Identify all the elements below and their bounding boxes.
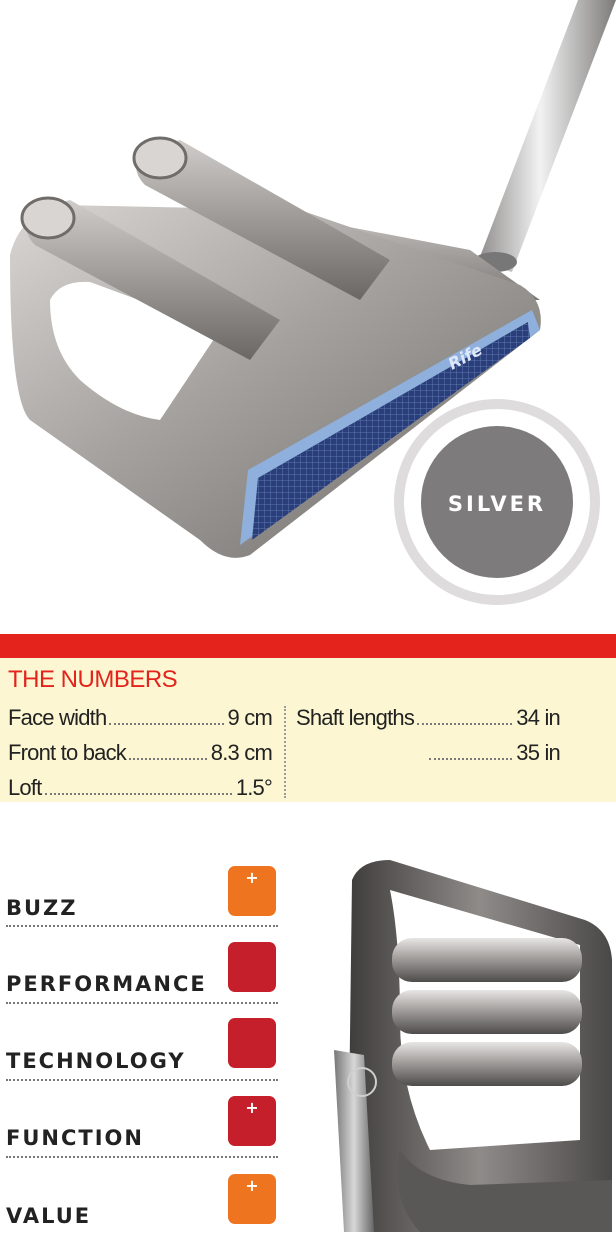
- leader-dots: [129, 758, 207, 760]
- rating-mark-performance: [228, 942, 276, 992]
- rating-label-buzz: BUZZ: [6, 896, 78, 920]
- spec-value: 34 in: [516, 705, 560, 730]
- spec-value: 9 cm: [227, 705, 272, 730]
- leader-dots: [45, 793, 232, 795]
- leader-dots: [429, 758, 512, 760]
- rating-label-function: FUNCTION: [6, 1126, 144, 1150]
- spec-shaft-lengths: [296, 705, 560, 731]
- rating-divider: [6, 1002, 278, 1004]
- spec-label: Front to back: [8, 740, 126, 765]
- spec-face-width: [8, 705, 272, 731]
- specs-title: THE NUMBERS: [8, 666, 178, 693]
- spec-label: Face width: [8, 705, 107, 730]
- putter-top-view-illustration: [330, 850, 616, 1232]
- column-divider: [284, 706, 286, 798]
- rating-divider: [6, 925, 278, 927]
- rating-label-value: VALUE: [6, 1204, 92, 1228]
- specs-panel: [0, 658, 616, 802]
- leader-dots: [109, 723, 223, 725]
- spec-value: 8.3 cm: [210, 740, 272, 765]
- putter-top-view-image: [330, 850, 616, 1232]
- spec-shaft-lengths-alt: [426, 740, 560, 766]
- rating-mark-technology: [228, 1018, 276, 1068]
- badge-label: SILVER: [447, 492, 547, 516]
- rating-mark-value: +: [228, 1174, 276, 1224]
- spec-loft: [8, 775, 272, 801]
- spec-value: 35 in: [516, 740, 560, 765]
- spec-front-to-back: [8, 740, 272, 766]
- leader-dots: [417, 723, 512, 725]
- section-divider-bar: [0, 634, 616, 658]
- rating-label-performance: PERFORMANCE: [6, 972, 207, 996]
- rating-mark-buzz: +: [228, 866, 276, 916]
- rating-divider: [6, 1079, 278, 1081]
- spec-value: 1.5°: [235, 775, 272, 800]
- spec-label: Loft: [8, 775, 42, 800]
- brand-mark: Rife: [444, 340, 486, 374]
- spec-label: Shaft lengths: [296, 705, 415, 730]
- rating-divider: [6, 1156, 278, 1158]
- rating-label-technology: TECHNOLOGY: [6, 1049, 186, 1073]
- rating-mark-function: +: [228, 1096, 276, 1146]
- shaft: [478, 0, 616, 272]
